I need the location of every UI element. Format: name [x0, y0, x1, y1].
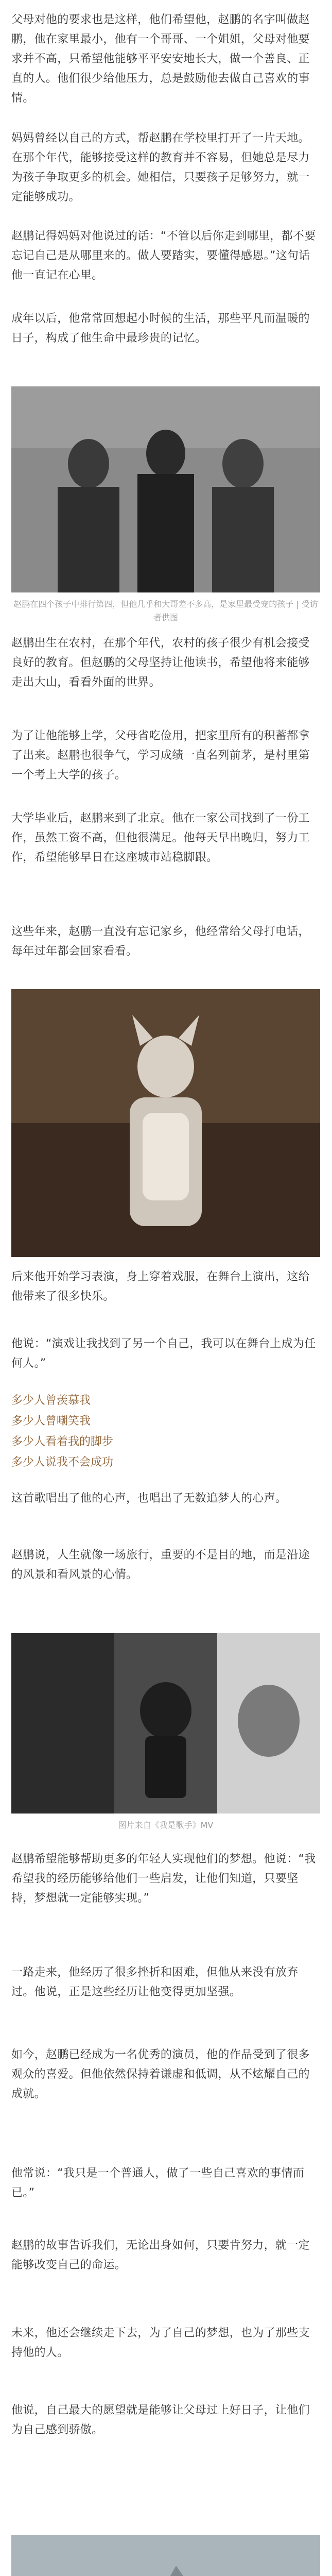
- article-paragraph: 这些年来，赵鹏一直没有忘记家乡，他经常给父母打电话，每年过年都会回家看看。: [11, 925, 310, 958]
- article-paragraph: 赵鹏记得妈妈对他说过的话：“不管以后你走到哪里，都不要忘记自己是从哪里来的。做人要踏实，要懂得感恩。”这句话他一直记在心里。: [11, 230, 316, 282]
- article-paragraph: 妈妈曾经以自己的方式，帮赵鹏在学校里打开了一片天地。在那个年代，能够接受这样的教育并不容易，但她总是尽力为孩子争取更多的机会。她相信，只要孩子足够努力，就一定能够成功。: [11, 132, 310, 204]
- lyric-quote: 多少人说我不会成功: [11, 1456, 114, 1469]
- lyric-quote: 多少人曾羡慕我: [11, 1394, 91, 1407]
- costume-photo: [11, 989, 320, 1257]
- article-paragraph: 为了让他能够上学，父母省吃俭用，把家里所有的积蓄都拿了出来。赵鹏也很争气，学习成绩一直名列前茅，是村里第一个考上大学的孩子。: [11, 730, 310, 782]
- article-paragraph: 成年以后，他常常回想起小时候的生活，那些平凡而温暖的日子，构成了他生命中最珍贵的记忆。: [11, 312, 310, 345]
- landscape-photo: [11, 2535, 320, 2576]
- article-paragraph: 如今，赵鹏已经成为一名优秀的演员，他的作品受到了很多观众的喜爱。但他依然保持着谦虚和低调，从不炫耀自己的成就。: [11, 2048, 310, 2100]
- article-paragraph: 大学毕业后，赵鹏来到了北京。他在一家公司找到了一份工作，虽然工资不高，但他很满足。他每天早出晚归，努力工作，希望能够早日在这座城市站稳脚跟。: [11, 812, 310, 864]
- article-paragraph: 赵鹏的故事告诉我们，无论出身如何，只要肯努力，就一定能够改变自己的命运。: [11, 2239, 310, 2272]
- article-paragraph: 他常说：“我只是一个普通人，做了一些自己喜欢的事情而已。”: [11, 2167, 305, 2199]
- lyric-quote: 多少人看着我的脚步: [11, 1435, 114, 1448]
- article-paragraph: 父母对他的要求也是这样，他们希望他，赵鹏的名字叫做赵鹏，他在家里最小，他有一个哥哥、一个姐姐，父母对他要求并不高，只希望他能够平平安安地长大，做一个善良、正直的人。他们很少给他压力，总是鼓励他去做自己喜欢的事情。: [11, 13, 310, 105]
- article-paragraph: 他说，自己最大的愿望就是能够让父母过上好日子，让他们为自己感到骄傲。: [11, 2404, 310, 2436]
- article-paragraph: 他说：“演戏让我找到了另一个自己，我可以在舞台上成为任何人。”: [11, 1337, 316, 1370]
- family-photo: [11, 386, 320, 592]
- article-paragraph: 这首歌唱出了他的心声，也唱出了无数追梦人的心声。: [11, 1492, 287, 1505]
- article-paragraph: 赵鹏希望能够帮助更多的年轻人实现他们的梦想。他说：“我希望我的经历能够给他们一些启发，让他们知道，只要坚持，梦想就一定能够实现。”: [11, 1853, 316, 1905]
- lyric-quote: 多少人曾嘲笑我: [11, 1415, 91, 1428]
- article-paragraph: 未来，他还会继续走下去，为了自己的梦想，也为了那些支持他的人。: [11, 2327, 310, 2359]
- photo-caption: 图片来自《我是歌手》MV: [118, 1820, 214, 1830]
- article-paragraph: 后来他开始学习表演，身上穿着戏服，在舞台上演出，这给他带来了很多快乐。: [11, 1270, 310, 1303]
- photo-caption: 赵鹏在四个孩子中排行第四，但他几乎和大哥差不多高，是家里最受宠的孩子 | 受访者供图: [13, 599, 318, 622]
- article-paragraph: 赵鹏出生在农村，在那个年代，农村的孩子很少有机会接受良好的教育。但赵鹏的父母坚持让他读书，希望他将来能够走出大山，看看外面的世界。: [11, 637, 310, 689]
- article-paragraph: 赵鹏说，人生就像一场旅行，重要的不是目的地，而是沿途的风景和看风景的心情。: [11, 1549, 310, 1581]
- article-paragraph: 一路走来，他经历了很多挫折和困难，但他从来没有放弃过。他说，正是这些经历让他变得更加坚强。: [11, 1966, 299, 1998]
- mv-stills-photo: [11, 1633, 320, 1814]
